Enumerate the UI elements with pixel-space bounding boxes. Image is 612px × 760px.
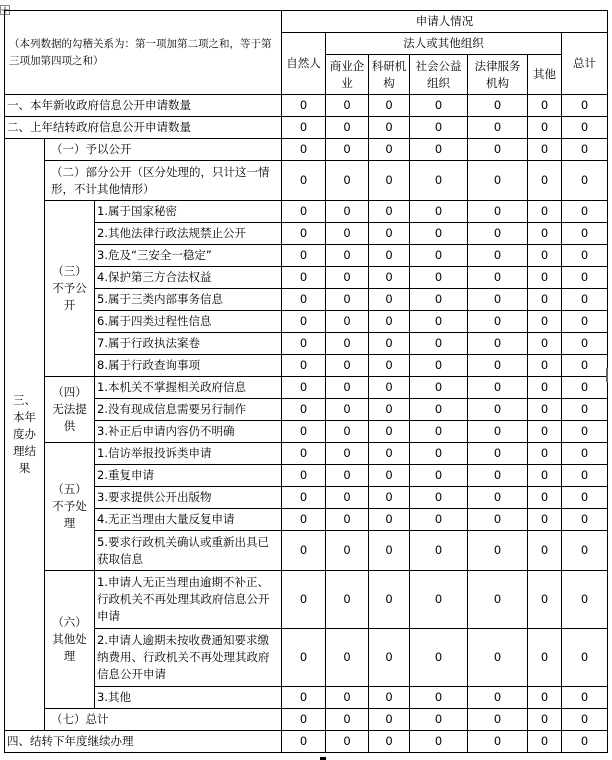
value-cell[interactable]: 0 (410, 443, 468, 465)
row-label: 7.属于行政执法案卷 (95, 333, 282, 355)
header-applicant-situation: 申请人情况 (282, 11, 608, 33)
value-cell[interactable]: 0 (410, 117, 468, 139)
value-cell[interactable]: 0 (369, 687, 410, 709)
row-label: 1.申请人无正当理由逾期不补正、行政机关不再处理其政府信息公开申请 (95, 571, 282, 629)
value-cell[interactable]: 0 (410, 399, 468, 421)
value-cell[interactable]: 0 (326, 311, 369, 333)
table-row (5, 465, 608, 487)
value-cell[interactable]: 0 (369, 487, 410, 509)
value-cell[interactable]: 0 (468, 399, 528, 421)
value-cell[interactable]: 0 (410, 571, 468, 629)
value-cell[interactable]: 0 (562, 687, 608, 709)
value-cell[interactable]: 0 (326, 531, 369, 571)
value-cell[interactable]: 0 (562, 629, 608, 687)
value-cell[interactable]: 0 (562, 377, 608, 399)
value-cell[interactable]: 0 (369, 289, 410, 311)
table-row (5, 487, 608, 509)
value-cell[interactable]: 0 (282, 355, 326, 377)
value-cell[interactable]: 0 (562, 161, 608, 201)
value-cell[interactable]: 0 (468, 245, 528, 267)
value-cell[interactable]: 0 (326, 333, 369, 355)
group6-label: （六）其他处理 (45, 571, 95, 709)
value-cell[interactable]: 0 (410, 731, 468, 753)
value-cell[interactable]: 0 (562, 571, 608, 629)
row-label: 4.保护第三方合法权益 (95, 267, 282, 289)
table-row (5, 687, 608, 709)
value-cell[interactable]: 0 (326, 201, 369, 223)
value-cell[interactable]: 0 (468, 531, 528, 571)
group3-label: （三）不予公开 (45, 201, 95, 377)
row-label: 5.要求行政机关确认或重新出具已获取信息 (95, 531, 282, 571)
value-cell[interactable]: 0 (562, 117, 608, 139)
value-cell[interactable]: 0 (326, 709, 369, 731)
value-cell[interactable]: 0 (369, 267, 410, 289)
value-cell[interactable]: 0 (562, 399, 608, 421)
table-row (5, 509, 608, 531)
value-cell[interactable]: 0 (528, 333, 562, 355)
value-cell[interactable]: 0 (282, 399, 326, 421)
row-label: 2.其他法律行政法规禁止公开 (95, 223, 282, 245)
value-cell[interactable]: 0 (369, 509, 410, 531)
value-cell[interactable]: 0 (369, 333, 410, 355)
value-cell[interactable]: 0 (410, 465, 468, 487)
value-cell[interactable]: 0 (562, 731, 608, 753)
value-cell[interactable]: 0 (369, 443, 410, 465)
value-cell[interactable]: 0 (410, 687, 468, 709)
value-cell[interactable]: 0 (562, 245, 608, 267)
value-cell[interactable]: 0 (282, 161, 326, 201)
value-cell[interactable]: 0 (410, 289, 468, 311)
value-cell[interactable]: 0 (282, 117, 326, 139)
value-cell[interactable]: 0 (528, 487, 562, 509)
row-label: 2.申请人逾期未按收费通知要求缴纳费用、行政机关不再处理其政府信息公开申请 (95, 629, 282, 687)
value-cell[interactable]: 0 (326, 629, 369, 687)
value-cell[interactable]: 0 (528, 95, 562, 117)
value-cell[interactable]: 0 (468, 421, 528, 443)
value-cell[interactable]: 0 (528, 223, 562, 245)
value-cell[interactable]: 0 (528, 465, 562, 487)
value-cell[interactable]: 0 (282, 531, 326, 571)
value-cell[interactable]: 0 (410, 161, 468, 201)
value-cell[interactable]: 0 (369, 731, 410, 753)
table-row (5, 571, 608, 629)
row-label: 6.属于四类过程性信息 (95, 311, 282, 333)
value-cell[interactable]: 0 (369, 531, 410, 571)
row-label: 3.危及“三安全一稳定” (95, 245, 282, 267)
value-cell[interactable]: 0 (282, 465, 326, 487)
value-cell[interactable]: 0 (528, 629, 562, 687)
table-row (5, 311, 608, 333)
value-cell[interactable]: 0 (326, 487, 369, 509)
disclosure-statistics-table-container (4, 10, 608, 753)
header-research: 科研机构 (369, 55, 410, 95)
value-cell[interactable]: 0 (282, 421, 326, 443)
value-cell[interactable]: 0 (562, 443, 608, 465)
value-cell[interactable]: 0 (562, 355, 608, 377)
value-cell[interactable]: 0 (410, 509, 468, 531)
value-cell[interactable]: 0 (410, 245, 468, 267)
value-cell[interactable]: 0 (468, 443, 528, 465)
table-row (5, 377, 608, 399)
value-cell[interactable]: 0 (326, 377, 369, 399)
row-label: （一）予以公开 (45, 139, 282, 161)
value-cell[interactable]: 0 (369, 139, 410, 161)
table-row (5, 223, 608, 245)
value-cell[interactable]: 0 (326, 443, 369, 465)
value-cell[interactable]: 0 (369, 201, 410, 223)
group4-label: （四）无法提供 (45, 377, 95, 443)
header-legal-group: 法人或其他组织 (326, 33, 562, 55)
row-label: 5.属于三类内部事务信息 (95, 289, 282, 311)
value-cell[interactable]: 0 (562, 421, 608, 443)
value-cell[interactable]: 0 (468, 509, 528, 531)
value-cell[interactable]: 0 (282, 311, 326, 333)
value-cell[interactable]: 0 (326, 267, 369, 289)
table-row (5, 355, 608, 377)
value-cell[interactable]: 0 (369, 571, 410, 629)
value-cell[interactable]: 0 (410, 421, 468, 443)
header-public-welfare: 社会公益组织 (410, 55, 468, 95)
value-cell[interactable]: 0 (528, 289, 562, 311)
value-cell[interactable]: 0 (282, 95, 326, 117)
header-total: 总计 (562, 33, 608, 95)
group5-label: （五）不予处理 (45, 443, 95, 571)
value-cell[interactable]: 0 (468, 731, 528, 753)
row-label: （七）总计 (45, 709, 282, 731)
row-label: 1.信访举报投诉类申请 (95, 443, 282, 465)
table-row (5, 629, 608, 687)
value-cell[interactable]: 0 (282, 289, 326, 311)
value-cell[interactable]: 0 (562, 139, 608, 161)
value-cell[interactable]: 0 (562, 709, 608, 731)
value-cell[interactable]: 0 (528, 117, 562, 139)
value-cell[interactable]: 0 (410, 709, 468, 731)
value-cell[interactable]: 0 (282, 139, 326, 161)
value-cell[interactable]: 0 (369, 95, 410, 117)
table-row (5, 245, 608, 267)
value-cell[interactable]: 0 (410, 355, 468, 377)
value-cell[interactable]: 0 (468, 201, 528, 223)
value-cell[interactable]: 0 (369, 117, 410, 139)
value-cell[interactable]: 0 (468, 311, 528, 333)
header-note: （本列数据的勾稽关系为：第一项加第二项之和，等于第三项加第四项之和） (5, 11, 282, 95)
value-cell[interactable]: 0 (326, 161, 369, 201)
table-row (5, 161, 608, 201)
value-cell[interactable]: 0 (326, 117, 369, 139)
row-label: 3.要求提供公开出版物 (95, 487, 282, 509)
value-cell[interactable]: 0 (562, 333, 608, 355)
value-cell[interactable]: 0 (326, 95, 369, 117)
table-row (5, 267, 608, 289)
table-row (5, 709, 608, 731)
value-cell[interactable]: 0 (326, 687, 369, 709)
value-cell[interactable]: 0 (369, 161, 410, 201)
value-cell[interactable]: 0 (528, 139, 562, 161)
value-cell[interactable]: 0 (326, 731, 369, 753)
table-row (5, 531, 608, 571)
table-row (5, 289, 608, 311)
value-cell[interactable]: 0 (369, 245, 410, 267)
value-cell[interactable]: 0 (468, 687, 528, 709)
value-cell[interactable]: 0 (562, 95, 608, 117)
value-cell[interactable]: 0 (528, 571, 562, 629)
header-legal-service: 法律服务机构 (468, 55, 528, 95)
value-cell[interactable]: 0 (528, 311, 562, 333)
row-label: 3.其他 (95, 687, 282, 709)
value-cell[interactable]: 0 (468, 629, 528, 687)
value-cell[interactable]: 0 (468, 117, 528, 139)
value-cell[interactable]: 0 (369, 629, 410, 687)
value-cell[interactable]: 0 (528, 267, 562, 289)
value-cell[interactable]: 0 (326, 223, 369, 245)
value-cell[interactable]: 0 (562, 487, 608, 509)
value-cell[interactable]: 0 (369, 709, 410, 731)
header-other: 其他 (528, 55, 562, 95)
table-row (5, 421, 608, 443)
row-label: 一、本年新收政府信息公开申请数量 (5, 95, 282, 117)
value-cell[interactable]: 0 (528, 377, 562, 399)
value-cell[interactable]: 0 (282, 333, 326, 355)
value-cell[interactable]: 0 (528, 399, 562, 421)
value-cell[interactable]: 0 (562, 531, 608, 571)
value-cell[interactable]: 0 (282, 731, 326, 753)
row-label: 4.无正当理由大量反复申请 (95, 509, 282, 531)
value-cell[interactable]: 0 (410, 377, 468, 399)
value-cell[interactable]: 0 (369, 399, 410, 421)
table-row (5, 95, 608, 117)
value-cell[interactable]: 0 (468, 161, 528, 201)
resize-marker[interactable] (606, 368, 608, 382)
value-cell[interactable]: 0 (528, 161, 562, 201)
value-cell[interactable]: 0 (528, 709, 562, 731)
value-cell[interactable]: 0 (468, 487, 528, 509)
value-cell[interactable]: 0 (282, 629, 326, 687)
table-row (5, 399, 608, 421)
value-cell[interactable]: 0 (468, 289, 528, 311)
value-cell[interactable]: 0 (468, 223, 528, 245)
value-cell[interactable]: 0 (326, 355, 369, 377)
value-cell[interactable]: 0 (410, 333, 468, 355)
value-cell[interactable]: 0 (369, 465, 410, 487)
value-cell[interactable]: 0 (410, 531, 468, 571)
value-cell[interactable]: 0 (562, 201, 608, 223)
value-cell[interactable]: 0 (528, 687, 562, 709)
value-cell[interactable]: 0 (282, 245, 326, 267)
value-cell[interactable]: 0 (468, 95, 528, 117)
value-cell[interactable]: 0 (528, 245, 562, 267)
value-cell[interactable]: 0 (282, 267, 326, 289)
value-cell[interactable]: 0 (282, 487, 326, 509)
value-cell[interactable]: 0 (326, 399, 369, 421)
value-cell[interactable]: 0 (326, 421, 369, 443)
value-cell[interactable]: 0 (369, 421, 410, 443)
value-cell[interactable]: 0 (282, 443, 326, 465)
value-cell[interactable]: 0 (468, 709, 528, 731)
table-move-handle-icon[interactable] (0, 0, 10, 10)
value-cell[interactable]: 0 (562, 311, 608, 333)
value-cell[interactable]: 0 (528, 443, 562, 465)
row-label: 1.属于国家秘密 (95, 201, 282, 223)
value-cell[interactable]: 0 (410, 139, 468, 161)
table-row (5, 117, 608, 139)
value-cell[interactable]: 0 (562, 465, 608, 487)
section3-label: 三、本年度办理结果 (5, 139, 45, 731)
value-cell[interactable]: 0 (282, 509, 326, 531)
row-label: 2.重复申请 (95, 465, 282, 487)
value-cell[interactable]: 0 (326, 509, 369, 531)
value-cell[interactable]: 0 (369, 355, 410, 377)
value-cell[interactable]: 0 (528, 421, 562, 443)
table-row (5, 333, 608, 355)
row-label: 2.没有现成信息需要另行制作 (95, 399, 282, 421)
value-cell[interactable]: 0 (468, 267, 528, 289)
value-cell[interactable]: 0 (562, 267, 608, 289)
table-row (5, 201, 608, 223)
value-cell[interactable]: 0 (562, 509, 608, 531)
row-label: （二）部分公开（区分处理的，只计这一情形，不计其他情形） (45, 161, 282, 201)
value-cell[interactable]: 0 (326, 465, 369, 487)
value-cell[interactable]: 0 (468, 139, 528, 161)
value-cell[interactable]: 0 (369, 311, 410, 333)
value-cell[interactable]: 0 (528, 731, 562, 753)
value-cell[interactable]: 0 (410, 487, 468, 509)
value-cell[interactable]: 0 (410, 223, 468, 245)
value-cell[interactable]: 0 (326, 139, 369, 161)
value-cell[interactable]: 0 (282, 709, 326, 731)
value-cell[interactable]: 0 (326, 245, 369, 267)
row-label: 8.属于行政查询事项 (95, 355, 282, 377)
value-cell[interactable]: 0 (468, 571, 528, 629)
value-cell[interactable]: 0 (282, 377, 326, 399)
table-row (5, 731, 608, 753)
header-commercial: 商业企业 (326, 55, 369, 95)
value-cell[interactable]: 0 (369, 377, 410, 399)
value-cell[interactable]: 0 (562, 289, 608, 311)
disclosure-statistics-table (4, 10, 608, 753)
row-label: 四、结转下年度继续办理 (5, 731, 282, 753)
value-cell[interactable]: 0 (282, 571, 326, 629)
value-cell[interactable]: 0 (528, 531, 562, 571)
row-label: 1.本机关不掌握相关政府信息 (95, 377, 282, 399)
value-cell[interactable]: 0 (528, 355, 562, 377)
value-cell[interactable]: 0 (468, 465, 528, 487)
value-cell[interactable]: 0 (468, 333, 528, 355)
value-cell[interactable]: 0 (562, 223, 608, 245)
value-cell[interactable]: 0 (528, 201, 562, 223)
value-cell[interactable]: 0 (468, 377, 528, 399)
value-cell[interactable]: 0 (326, 571, 369, 629)
value-cell[interactable]: 0 (410, 629, 468, 687)
table-row (5, 139, 608, 161)
value-cell[interactable]: 0 (410, 95, 468, 117)
value-cell[interactable]: 0 (528, 509, 562, 531)
header-natural-person: 自然人 (282, 33, 326, 95)
table-row (5, 443, 608, 465)
value-cell[interactable]: 0 (282, 223, 326, 245)
value-cell[interactable]: 0 (369, 223, 410, 245)
value-cell[interactable]: 0 (410, 201, 468, 223)
value-cell[interactable]: 0 (410, 267, 468, 289)
value-cell[interactable]: 0 (282, 687, 326, 709)
value-cell[interactable]: 0 (468, 355, 528, 377)
row-label: 二、上年结转政府信息公开申请数量 (5, 117, 282, 139)
row-label: 3.补正后申请内容仍不明确 (95, 421, 282, 443)
value-cell[interactable]: 0 (326, 289, 369, 311)
value-cell[interactable]: 0 (410, 311, 468, 333)
value-cell[interactable]: 0 (282, 201, 326, 223)
